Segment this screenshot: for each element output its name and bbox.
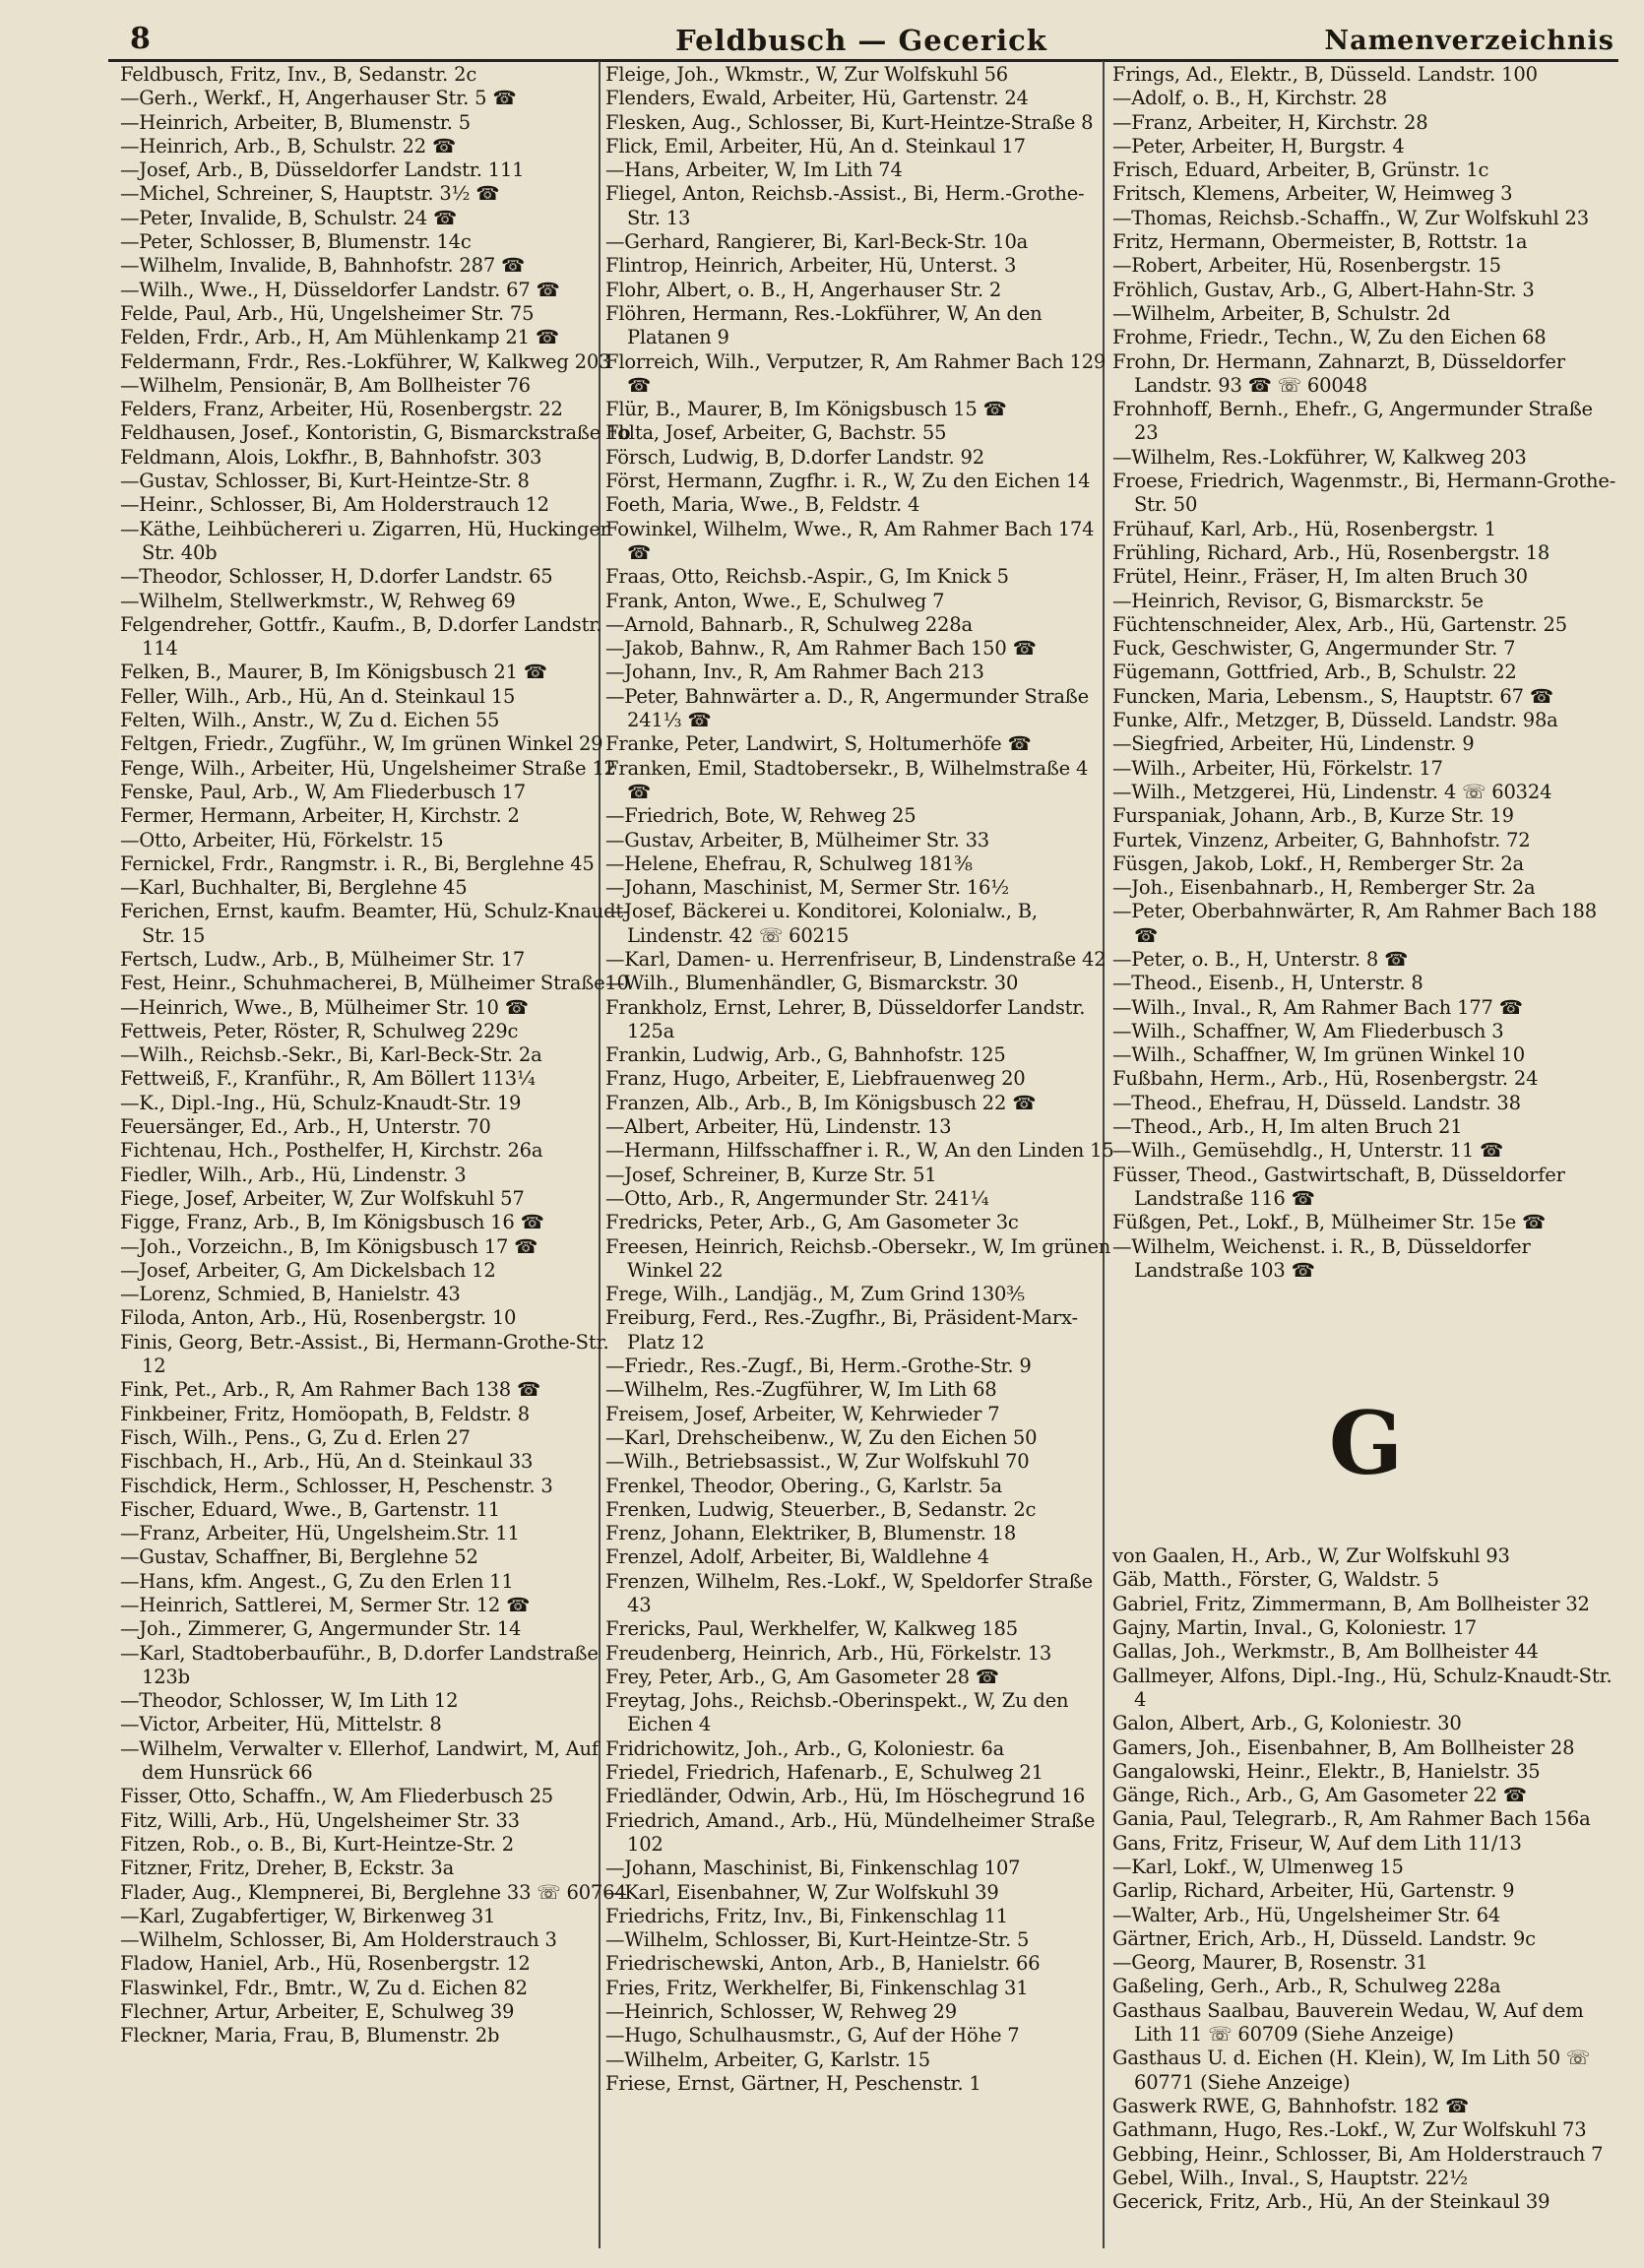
directory-entry: —Karl, Stadtoberbauführ., B, D.dorfer Landstraße 123b [120,1641,599,1688]
directory-entry: Frericks, Paul, Werkhelfer, W, Kalkweg 185 [605,1617,1018,1641]
directory-entry: Friedrich, Amand., Arb., Hü, Mündelheimer Straße 102 [605,1808,1096,1856]
directory-entry: Fettweiß, F., Kranführ., R, Am Böllert 113¼ [120,1067,536,1091]
directory-entry: —Karl, Zugabfertiger, W, Birkenweg 31 [120,1904,496,1927]
directory-entry: Frankholz, Ernst, Lehrer, B, Düsseldorfer Landstr. 125a [605,995,1086,1042]
directory-entry: Fernickel, Frdr., Rangmstr. i. R., Bi, Berglehne 45 [120,851,595,875]
directory-entry: Fisch, Wilh., Pens., G, Zu d. Erlen 27 [120,1425,471,1449]
directory-entry: Freudenberg, Heinrich, Arb., Hü, Förkelstr. 13 [605,1641,1052,1665]
directory-entry: —Gerhard, Rangierer, Bi, Karl-Beck-Str. 10a [605,230,1029,254]
directory-entry: Franken, Emil, Stadtobersekr., B, Wilhelmstraße 4 ☎ [605,756,1089,803]
column-2 [605,63,1117,2096]
directory-entry: —Heinrich, Schlosser, W, Rehweg 29 [605,2000,957,2024]
directory-entry: Freesen, Heinrich, Reichsb.-Obersekr., W, Im grünen Winkel 22 [605,1234,1111,1282]
directory-entry: —Theod., Eisenb., H, Unterstr. 8 [1112,972,1423,995]
directory-entry: Fischer, Eduard, Wwe., B, Gartenstr. 11 [120,1497,500,1521]
directory-entry: —Michel, Schreiner, S, Hauptstr. 3½ ☎ [120,182,500,206]
directory-entry: Gaßeling, Gerh., Arb., R, Schulweg 228a [1112,1975,1501,1998]
directory-entry: —Wilhelm, Stellwerkmstr., W, Rehweg 69 [120,589,516,612]
directory-entry: —Siegfried, Arbeiter, Hü, Lindenstr. 9 [1112,732,1475,756]
directory-entry: —Wilhelm, Weichenst. i. R., B, Düsseldorfer Landstraße 103 ☎ [1112,1234,1531,1282]
directory-entry: Fiedler, Wilh., Arb., Hü, Lindenstr. 3 [120,1163,467,1186]
directory-entry: von Gaalen, H., Arb., W, Zur Wolfskuhl 93 [1112,1544,1510,1568]
directory-entry: Finkbeiner, Fritz, Homöopath, B, Feldstr. 8 [120,1402,530,1425]
directory-entry: Froese, Friedrich, Wagenmstr., Bi, Hermann-Grothe-Str. 50 [1112,470,1616,517]
directory-entry: —Wilh., Schaffner, W, Im grünen Winkel 10 [1112,1043,1525,1067]
directory-entry: Folta, Josef, Arbeiter, G, Bachstr. 55 [605,421,947,445]
directory-entry: —Heinrich, Arb., B, Schulstr. 22 ☎ [120,134,457,158]
directory-entry: Fredricks, Peter, Arb., G, Am Gasometer 3c [605,1211,1019,1234]
directory-entry: —Joh., Zimmerer, G, Angermunder Str. 14 [120,1617,522,1641]
directory-entry: —Karl, Lokf., W, Ulmenweg 15 [1112,1856,1404,1878]
directory-entry: Ferichen, Ernst, kaufm. Beamter, Hü, Schulz-Knaudt-Str. 15 [120,900,630,947]
directory-entry: Frütel, Heinr., Fräser, H, Im alten Bruch 30 [1112,565,1528,589]
section-title: Namenverzeichnis [1324,26,1614,56]
directory-entry: Fest, Heinr., Schuhmacherei, B, Mülheimer Straße10 [120,972,629,995]
header-rule [108,59,1618,62]
directory-entry: —Peter, o. B., H, Unterstr. 8 ☎ [1112,947,1409,971]
directory-entry: —Wilh., Gemüsehdlg., H, Unterstr. 11 ☎ [1112,1139,1504,1163]
directory-entry: —Karl, Buchhalter, Bi, Berglehne 45 [120,876,468,900]
directory-entry: Gasthaus Saalbau, Bauverein Wedau, W, Auf dem Lith 11 ☏ 60709 (Siehe Anzeige) [1112,1998,1584,2047]
directory-entry: —Joh., Eisenbahnarb., H, Remberger Str. 2a [1112,876,1536,900]
directory-entry: Franzen, Alb., Arb., B, Im Königsbusch 22 ☎ [605,1091,1037,1114]
directory-entry: —Heinrich, Wwe., B, Mülheimer Str. 10 ☎ [120,995,529,1019]
directory-entry: Feldermann, Frdr., Res.-Lokführer, W, Kalkweg 203 [120,349,611,373]
directory-entry: Feldhausen, Josef., Kontoristin, G, Bismarckstraße 1b [120,421,631,445]
directory-entry: Felten, Wilh., Anstr., W, Zu d. Eichen 55 [120,709,500,732]
directory-entry: Fettweis, Peter, Röster, R, Schulweg 229c [120,1019,519,1042]
directory-entry: Frohn, Dr. Hermann, Zahnarzt, B, Düsseldorfer Landstr. 93 ☎ ☏ 60048 [1112,349,1565,397]
directory-entry: —Heinrich, Arbeiter, B, Blumenstr. 5 [120,110,471,134]
directory-entry: —Otto, Arb., R, Angermunder Str. 241¼ [605,1186,989,1210]
directory-entry: Füsgen, Jakob, Lokf., H, Remberger Str. 2a [1112,851,1524,875]
directory-entry: —Wilhelm, Arbeiter, B, Schulstr. 2d [1112,301,1451,325]
directory-entry: Frings, Ad., Elektr., B, Düsseld. Landstr. 100 [1112,63,1538,86]
directory-entry: —Gustav, Schlosser, Bi, Kurt-Heintze-Str. 8 [120,470,530,493]
directory-entry: Garlip, Richard, Arbeiter, Hü, Gartenstr. 9 [1112,1879,1515,1903]
directory-entry: —K., Dipl.-Ing., Hü, Schulz-Knaudt-Str. 19 [120,1091,522,1114]
directory-entry: —Wilh., Blumenhändler, G, Bismarckstr. 30 [605,972,1019,995]
directory-entry: Fleige, Joh., Wkmstr., W, Zur Wolfskuhl 56 [605,63,1009,86]
directory-entry: —Wilhelm, Schlosser, Bi, Kurt-Heintze-Str. 5 [605,1928,1030,1952]
directory-entry: Gäb, Matth., Förster, G, Waldstr. 5 [1112,1568,1439,1592]
directory-entry: Gallas, Joh., Werkmstr., B, Am Bollheister 44 [1112,1640,1539,1664]
directory-entry: Gebbing, Heinr., Schlosser, Bi, Am Holderstrauch 7 [1112,2142,1604,2166]
directory-entry: Gans, Fritz, Friseur, W, Auf dem Lith 11/13 [1112,1831,1522,1855]
directory-entry: —Heinrich, Sattlerei, M, Sermer Str. 12 ☎ [120,1594,531,1616]
directory-entry: —Wilhelm, Res.-Lokführer, W, Kalkweg 203 [1112,445,1527,469]
directory-entry: Fenge, Wilh., Arbeiter, Hü, Ungelsheimer Straße 12 [120,756,616,780]
directory-entry: Fichtenau, Hch., Posthelfer, H, Kirchstr. 26a [120,1139,543,1163]
directory-entry: —Friedr., Res.-Zugf., Bi, Herm.-Grothe-Str. 9 [605,1354,1032,1378]
directory-entry: Freiburg, Ferd., Res.-Zugfhr., Bi, Präsident-Marx-Platz 12 [605,1306,1078,1354]
directory-entry: —Wilh., Arbeiter, Hü, Förkelstr. 17 [1112,756,1443,780]
directory-entry: —Hans, Arbeiter, W, Im Lith 74 [605,158,903,182]
directory-entry: —Jakob, Bahnw., R, Am Rahmer Bach 150 ☎ [605,637,1037,661]
directory-entry: —Johann, Inv., R, Am Rahmer Bach 213 [605,661,984,684]
directory-entry: —Hermann, Hilfsschaffner i. R., W, An den Linden 15 [605,1139,1114,1163]
directory-entry: —Wilh., Inval., R, Am Rahmer Bach 177 ☎ [1112,995,1523,1019]
directory-entry: Funcken, Maria, Lebensm., S, Hauptstr. 67 ☎ [1112,684,1553,708]
directory-entry: —Walter, Arb., Hü, Ungelsheimer Str. 64 [1112,1903,1501,1926]
directory-entry: Furspaniak, Johann, Arb., B, Kurze Str. 19 [1112,804,1514,828]
directory-entry: —Wilh., Betriebsassist., W, Zur Wolfskuhl 70 [605,1450,1030,1474]
directory-entry: Felde, Paul, Arb., Hü, Ungelsheimer Str. 75 [120,301,535,325]
directory-entry: Gania, Paul, Telegrarb., R, Am Rahmer Bach 156a [1112,1807,1591,1831]
directory-entry: —Peter, Bahnwärter a. D., R, Angermunder Straße 241⅓ ☎ [605,684,1089,732]
directory-entry: —Peter, Arbeiter, H, Burgstr. 4 [1112,134,1405,158]
directory-entry: —Wilh., Reichsb.-Sekr., Bi, Karl-Beck-Str. 2a [120,1043,542,1067]
directory-entry: Friedrischewski, Anton, Arb., B, Hanielstr. 66 [605,1952,1041,1976]
directory-entry: Fischbach, H., Arb., Hü, An d. Steinkaul 33 [120,1450,534,1474]
directory-entry: Flesken, Aug., Schlosser, Bi, Kurt-Heintze-Straße 8 [605,110,1094,134]
directory-entry: —Wilh., Schaffner, W, Am Fliederbusch 3 [1112,1019,1504,1042]
directory-entry: —Wilhelm, Invalide, B, Bahnhofstr. 287 ☎ [120,254,526,278]
directory-entry: —Hans, kfm. Angest., G, Zu den Erlen 11 [120,1569,514,1593]
directory-entry: —Theod., Arb., H, Im alten Bruch 21 [1112,1115,1463,1139]
directory-entry: Felken, B., Maurer, B, Im Königsbusch 21 ☎ [120,661,547,684]
directory-entry: Flick, Emil, Arbeiter, Hü, An d. Steinkaul 17 [605,134,1026,158]
directory-entry: Fritz, Hermann, Obermeister, B, Rottstr. 1a [1112,230,1528,254]
directory-entry: Freytag, Johs., Reichsb.-Oberinspekt., W, Zu den Eichen 4 [605,1689,1069,1736]
directory-entry: Galon, Albert, Arb., G, Koloniestr. 30 [1112,1712,1462,1735]
directory-entry: Figge, Franz, Arb., B, Im Königsbusch 16 ☎ [120,1211,544,1234]
directory-entry: —Hugo, Schulhausmstr., G, Auf der Höhe 7 [605,2024,1020,2048]
directory-entry: Flenders, Ewald, Arbeiter, Hü, Gartenstr. 24 [605,87,1029,110]
directory-entry: Frühauf, Karl, Arb., Hü, Rosenbergstr. 1 [1112,517,1496,540]
directory-entry: —Peter, Schlosser, B, Blumenstr. 14c [120,230,472,254]
directory-entry: Füßgen, Pet., Lokf., B, Mülheimer Str. 15e ☎ [1112,1211,1547,1234]
directory-entry: Frenzen, Wilhelm, Res.-Lokf., W, Speldorfer Straße 43 [605,1569,1093,1616]
directory-entry: Feldbusch, Fritz, Inv., B, Sedanstr. 2c [120,63,477,86]
directory-entry: Gangalowski, Heinr., Elektr., B, Hanielstr. 35 [1112,1759,1541,1783]
directory-entry: —Franz, Arbeiter, Hü, Ungelsheim.Str. 11 [120,1522,520,1545]
directory-entry: —Wilhelm, Arbeiter, G, Karlstr. 15 [605,2048,930,2071]
directory-entry: —Gustav, Arbeiter, B, Mülheimer Str. 33 [605,828,989,851]
column-3 [1112,63,1619,2214]
directory-entry: Frank, Anton, Wwe., E, Schulweg 7 [605,589,945,612]
directory-entry: —Franz, Arbeiter, H, Kirchstr. 28 [1112,110,1428,134]
directory-entry: —Robert, Arbeiter, Hü, Rosenbergstr. 15 [1112,254,1501,278]
directory-entry: Friedländer, Odwin, Arb., Hü, Im Höschegrund 16 [605,1785,1086,1808]
directory-entry: —Johann, Maschinist, Bi, Finkenschlag 107 [605,1857,1021,1880]
directory-entry: Fröhlich, Gustav, Arb., G, Albert-Hahn-Str. 3 [1112,278,1535,301]
directory-entry: Gärtner, Erich, Arb., H, Düsseld. Landstr. 9c [1112,1926,1536,1950]
page-number: 8 [130,22,151,56]
directory-entry: Fliegel, Anton, Reichsb.-Assist., Bi, Herm.-Grothe-Str. 13 [605,182,1085,229]
directory-entry: Fladow, Haniel, Arb., Hü, Rosenbergstr. 12 [120,1952,531,1976]
directory-entry: Foeth, Maria, Wwe., B, Feldstr. 4 [605,493,920,517]
directory-entry: —Heinr., Schlosser, Bi, Am Holderstrauch 12 [120,493,549,517]
directory-entry: Fügemann, Gottfried, Arb., B, Schulstr. 22 [1112,661,1517,684]
directory-entry: Fußbahn, Herm., Arb., Hü, Rosenbergstr. 24 [1112,1067,1539,1091]
directory-entry: Friedrichs, Fritz, Inv., Bi, Finkenschlag 11 [605,1904,1008,1927]
directory-entry: —Wilhelm, Pensionär, B, Am Bollheister 76 [120,373,531,397]
directory-entry: —Josef, Arb., B, Düsseldorfer Landstr. 111 [120,158,525,182]
directory-entry: Flechner, Artur, Arbeiter, E, Schulweg 39 [120,2000,515,2024]
directory-entry: Fiege, Josef, Arbeiter, W, Zur Wolfskuhl 57 [120,1186,525,1210]
directory-entry: Feuersänger, Ed., Arb., H, Unterstr. 70 [120,1115,491,1139]
directory-entry: Fowinkel, Wilhelm, Wwe., R, Am Rahmer Bach 174 ☎ [605,517,1095,564]
directory-entry: —Peter, Invalide, B, Schulstr. 24 ☎ [120,206,458,229]
section-letter: G [1328,1392,1404,1495]
directory-entry: Flaswinkel, Fdr., Bmtr., W, Zu d. Eichen 82 [120,1976,528,1999]
directory-entry: Frenz, Johann, Elektriker, B, Blumenstr. 18 [605,1522,1017,1545]
directory-entry: Frenkel, Theodor, Obering., G, Karlstr. 5a [605,1474,1002,1497]
directory-entry: Florreich, Wilh., Verputzer, R, Am Rahmer Bach 129 ☎ [605,349,1107,397]
directory-entry: Frisch, Eduard, Arbeiter, B, Grünstr. 1c [1112,158,1489,182]
directory-entry: —Josef, Schreiner, B, Kurze Str. 51 [605,1163,937,1186]
directory-entry: Gabriel, Fritz, Zimmermann, B, Am Bollheister 32 [1112,1592,1590,1615]
directory-entry: Gecerick, Fritz, Arb., Hü, An der Steinkaul 39 [1112,2190,1550,2214]
directory-entry: Fitz, Willi, Arb., Hü, Ungelsheimer Str. 33 [120,1808,520,1832]
column-3-entries-g [1112,1544,1619,2214]
directory-entry: —Wilhelm, Res.-Zugführer, W, Im Lith 68 [605,1378,997,1402]
directory-entry: Gajny, Martin, Inval., G, Koloniestr. 17 [1112,1616,1477,1640]
directory-entry: —Josef, Arbeiter, G, Am Dickelsbach 12 [120,1258,496,1282]
directory-entry: —Lorenz, Schmied, B, Hanielstr. 43 [120,1283,461,1306]
running-title: Feldbusch — Gecerick [675,24,1047,57]
directory-entry: Feller, Wilh., Arb., Hü, An d. Steinkaul 15 [120,684,516,708]
directory-entry: Frühling, Richard, Arb., Hü, Rosenbergstr. 18 [1112,540,1550,564]
directory-entry: Franz, Hugo, Arbeiter, E, Liebfrauenweg 20 [605,1067,1026,1091]
directory-entry: Fritsch, Klemens, Arbeiter, W, Heimweg 3 [1112,182,1513,206]
directory-entry: —Thomas, Reichsb.-Schaffn., W, Zur Wolfskuhl 23 [1112,206,1589,229]
directory-entry: Försch, Ludwig, B, D.dorfer Landstr. 92 [605,445,984,469]
directory-entry: Felders, Franz, Arbeiter, Hü, Rosenbergstr. 22 [120,398,563,421]
directory-entry: Fitzner, Fritz, Dreher, B, Eckstr. 3a [120,1857,455,1880]
directory-entry: —Adolf, o. B., H, Kirchstr. 28 [1112,87,1387,110]
directory-entry: Gallmeyer, Alfons, Dipl.-Ing., Hü, Schulz-Knaudt-Str. 4 [1112,1664,1612,1711]
directory-entry: Felden, Frdr., Arb., H, Am Mühlenkamp 21 ☎ [120,326,559,349]
directory-entry: Füsser, Theod., Gastwirtschaft, B, Düsseldorfer Landstraße 116 ☎ [1112,1163,1565,1210]
directory-entry: Feltgen, Friedr., Zugführ., W, Im grünen Winkel 29 [120,732,603,756]
directory-entry: Gebel, Wilh., Inval., S, Hauptstr. 22½ [1112,2166,1468,2189]
directory-entry: Fridrichowitz, Joh., Arb., G, Koloniestr. 6a [605,1736,1005,1760]
directory-entry: Frege, Wilh., Landjäg., M, Zum Grind 130⅗ [605,1283,1025,1306]
directory-entry: —Karl, Eisenbahner, W, Zur Wolfskuhl 39 [605,1880,999,1904]
directory-entry: Finis, Georg, Betr.-Assist., Bi, Hermann-Grothe-Str. 12 [120,1330,609,1378]
directory-entry: Fuck, Geschwister, G, Angermunder Str. 7 [1112,637,1516,661]
directory-entry: —Wilh., Wwe., H, Düsseldorfer Landstr. 67 ☎ [120,278,560,301]
directory-entry: Fink, Pet., Arb., R, Am Rahmer Bach 138 ☎ [120,1378,541,1402]
directory-entry: —Johann, Maschinist, M, Sermer Str. 16½ [605,876,1009,900]
directory-entry: —Gustav, Schaffner, Bi, Berglehne 52 [120,1545,478,1569]
directory-entry: Gaswerk RWE, G, Bahnhofstr. 182 ☎ [1112,2094,1470,2117]
directory-entry: Frenken, Ludwig, Steuerber., B, Sedanstr. 2c [605,1497,1037,1521]
directory-entry: Feldmann, Alois, Lokfhr., B, Bahnhofstr. 303 [120,445,542,469]
directory-entry: Freisem, Josef, Arbeiter, W, Kehrwieder 7 [605,1402,1000,1425]
directory-entry: Gamers, Joh., Eisenbahner, B, Am Bollheister 28 [1112,1735,1575,1759]
directory-entry: Frohme, Friedr., Techn., W, Zu den Eichen 68 [1112,326,1547,349]
directory-entry: —Georg, Maurer, B, Rosenstr. 31 [1112,1951,1428,1975]
directory-entry: —Joh., Vorzeichn., B, Im Königsbusch 17 ☎ [120,1234,538,1258]
directory-entry: Funke, Alfr., Metzger, B, Düsseld. Landstr. 98a [1112,709,1558,732]
directory-entry: —Heinrich, Revisor, G, Bismarckstr. 5e [1112,589,1484,612]
directory-entry: —Käthe, Leihbüchereri u. Zigarren, Hü, Huckinger Str. 40b [120,517,609,564]
column-3-entries-f [1112,63,1619,1283]
directory-entry: —Theod., Ehefrau, H, Düsseld. Landstr. 38 [1112,1091,1521,1114]
directory-entry: —Wilhelm, Schlosser, Bi, Am Holderstrauch 3 [120,1928,557,1952]
directory-entry: Fleckner, Maria, Frau, B, Blumenstr. 2b [120,2024,500,2048]
column-1 [120,63,632,2048]
directory-entry: —Peter, Oberbahnwärter, R, Am Rahmer Bach 188 ☎ [1112,900,1597,947]
directory-entry: Fitzen, Rob., o. B., Bi, Kurt-Heintze-Str. 2 [120,1832,514,1856]
directory-entry: Fenske, Paul, Arb., W, Am Fliederbusch 17 [120,780,526,803]
directory-entry: Felgendreher, Gottfr., Kaufm., B, D.dorfer Landstr. 114 [120,612,602,661]
directory-entry: Fisser, Otto, Schaffn., W, Am Fliederbusch 25 [120,1785,553,1808]
directory-entry: Fraas, Otto, Reichsb.-Aspir., G, Im Knick 5 [605,565,1009,589]
directory-entry: Fermer, Hermann, Arbeiter, H, Kirchstr. 2 [120,804,520,828]
directory-entry: Friese, Ernst, Gärtner, H, Peschenstr. 1 [605,2071,981,2095]
directory-entry: Flader, Aug., Klempnerei, Bi, Berglehne 33 ☏ 60764 [120,1880,627,1904]
directory-entry: —Victor, Arbeiter, Hü, Mittelstr. 8 [120,1713,442,1736]
directory-entry: Först, Hermann, Zugfhr. i. R., W, Zu den Eichen 14 [605,470,1091,493]
directory-entry: —Wilh., Metzgerei, Hü, Lindenstr. 4 ☏ 60324 [1112,780,1552,803]
directory-entry: Frenzel, Adolf, Arbeiter, Bi, Waldlehne 4 [605,1545,989,1569]
directory-entry: Fischdick, Herm., Schlosser, H, Peschenstr. 3 [120,1474,553,1497]
directory-entry: —Theodor, Schlosser, H, D.dorfer Landstr. 65 [120,565,553,589]
directory-entry: Frohnhoff, Bernh., Ehefr., G, Angermunder Straße 23 [1112,398,1593,445]
directory-entry: —Albert, Arbeiter, Hü, Lindenstr. 13 [605,1115,952,1139]
directory-entry: —Friedrich, Bote, W, Rehweg 25 [605,804,917,828]
directory-entry: Franke, Peter, Landwirt, S, Holtumerhöfe ☎ [605,732,1032,756]
directory-entry: —Karl, Drehscheibenw., W, Zu den Eichen 50 [605,1425,1038,1449]
directory-entry: —Theodor, Schlosser, W, Im Lith 12 [120,1689,459,1713]
directory-entry: Friedel, Friedrich, Hafenarb., E, Schulweg 21 [605,1761,1043,1785]
directory-entry: Frankin, Ludwig, Arb., G, Bahnhofstr. 125 [605,1043,1006,1067]
directory-entry: —Arnold, Bahnarb., R, Schulweg 228a [605,612,973,636]
directory-entry: —Helene, Ehefrau, R, Schulweg 181⅜ [605,851,973,875]
directory-entry: Filoda, Anton, Arb., Hü, Rosenbergstr. 10 [120,1306,517,1330]
directory-entry: —Wilhelm, Verwalter v. Ellerhof, Landwirt, M, Auf dem Hunsrück 66 [120,1736,599,1785]
directory-entry: Fertsch, Ludw., Arb., B, Mülheimer Str. 17 [120,947,526,971]
directory-entry: Flohr, Albert, o. B., H, Angerhauser Str. 2 [605,278,1002,301]
directory-entry: —Gerh., Werkf., H, Angerhauser Str. 5 ☎ [120,87,517,110]
directory-entry: Frey, Peter, Arb., G, Am Gasometer 28 ☎ [605,1665,999,1688]
directory-entry: —Josef, Bäckerei u. Konditorei, Kolonialw., B, Lindenstr. 42 ☏ 60215 [605,900,1038,947]
directory-entry: Gathmann, Hugo, Res.-Lokf., W, Zur Wolfskuhl 73 [1112,2118,1587,2142]
directory-entry: Füchtenschneider, Alex, Arb., Hü, Gartenstr. 25 [1112,612,1567,636]
directory-entry: Gänge, Rich., Arb., G, Am Gasometer 22 ☎ [1112,1784,1527,1807]
directory-entry: —Otto, Arbeiter, Hü, Förkelstr. 15 [120,828,444,851]
directory-entry: Flöhren, Hermann, Res.-Lokführer, W, An den Platanen 9 [605,301,1043,349]
directory-entry: Flintrop, Heinrich, Arbeiter, Hü, Unterst. 3 [605,254,1017,278]
directory-entry: —Karl, Damen- u. Herrenfriseur, B, Lindenstraße 42 [605,947,1107,971]
directory-entry: Flür, B., Maurer, B, Im Königsbusch 15 ☎ [605,398,1007,421]
directory-entry: Gasthaus U. d. Eichen (H. Klein), W, Im Lith 50 ☏ 60771 (Siehe Anzeige) [1112,2047,1591,2094]
directory-entry: Furtek, Vinzenz, Arbeiter, G, Bahnhofstr. 72 [1112,828,1531,851]
directory-entry: Fries, Fritz, Werkhelfer, Bi, Finkenschlag 31 [605,1976,1029,1999]
